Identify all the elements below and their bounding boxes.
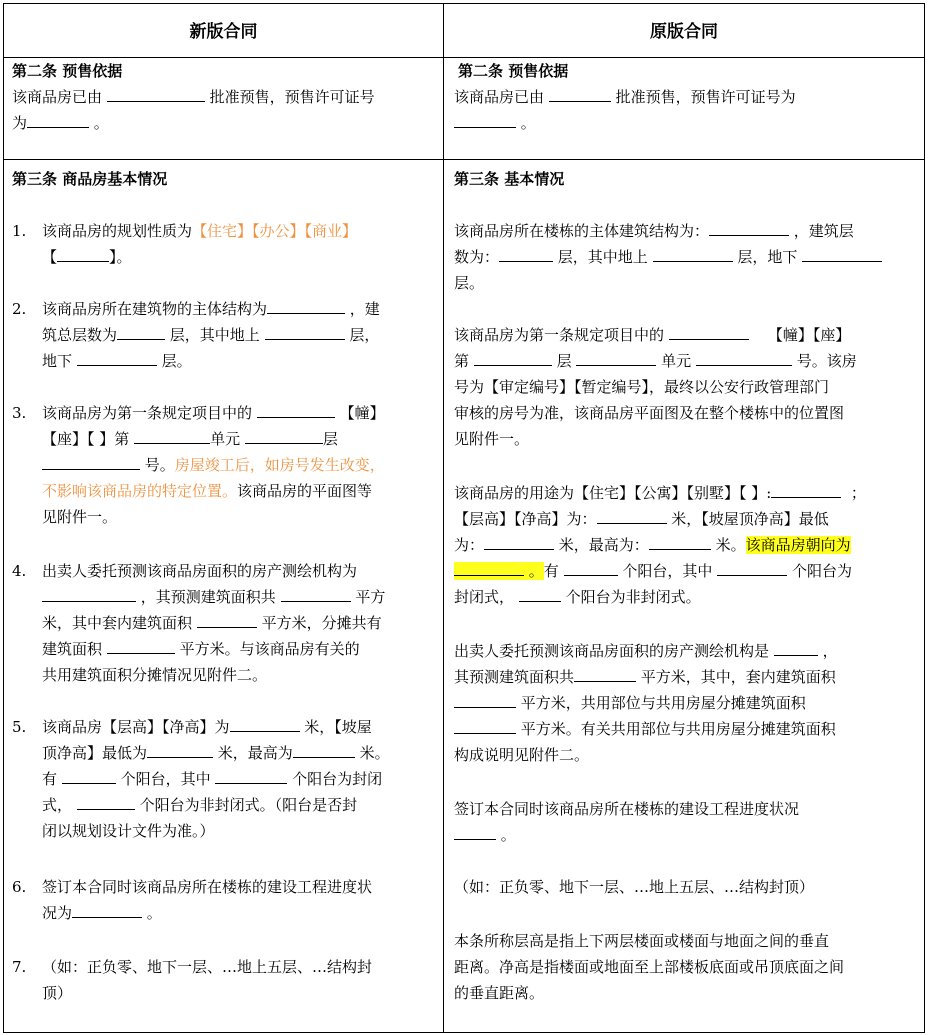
- text: 个阳台，其中: [622, 562, 713, 580]
- option-commercial: 【商业】: [304, 222, 358, 240]
- blank: [709, 218, 789, 236]
- text: 地下: [42, 352, 73, 370]
- line: [42, 558, 436, 584]
- blank: [771, 480, 841, 498]
- blank: [230, 714, 300, 732]
- line: [454, 584, 918, 610]
- item-number: 5.: [12, 718, 27, 736]
- text: 。: [528, 562, 544, 580]
- blank: [717, 558, 787, 576]
- text: 封闭式，: [454, 588, 515, 606]
- text: 米，最高为: [217, 744, 293, 762]
- text: 顶）: [42, 984, 73, 1002]
- line: [42, 792, 436, 818]
- text: 见附件一。: [454, 430, 530, 448]
- text: 平方米，其中，套内建筑面积: [640, 668, 836, 686]
- text: 个阳台为封闭: [292, 770, 383, 788]
- blank: [215, 766, 287, 784]
- text: 为: [12, 114, 28, 132]
- line: [454, 532, 918, 558]
- blank: [281, 584, 351, 602]
- text: 该商品房已由: [454, 88, 545, 106]
- text: 审核的房号为准，该商品房平面图及在整个楼栋中的位置图: [454, 404, 845, 422]
- text: 该商品房为第一条规定项目中的: [42, 404, 253, 422]
- text: 批准预售，预售许可证号: [209, 88, 375, 106]
- text: 该商品房的用途为【住宅】【公寓】【别墅】【 】:: [454, 484, 772, 502]
- text: 构成说明见附件二。: [454, 746, 590, 764]
- text: 层: [556, 352, 572, 370]
- blank: [454, 690, 516, 708]
- blank: [564, 558, 618, 576]
- text: 【: [42, 248, 58, 266]
- orange-note: 房屋竣工后，如房号发生改变，: [174, 456, 385, 474]
- new-contract-column: [12, 58, 436, 1030]
- title-text: 第三条 商品房基本情况: [12, 170, 168, 188]
- text: 为：: [454, 536, 485, 554]
- blank: [649, 532, 711, 550]
- header-new-contract: 新版合同: [189, 21, 258, 42]
- text: 号为【审定编号】【暂定编号】，最终以公安行政管理部门: [454, 378, 830, 396]
- text: ，建: [349, 300, 380, 318]
- line: [454, 84, 918, 110]
- line: [454, 690, 918, 716]
- line: [42, 504, 436, 530]
- blank: [107, 84, 205, 102]
- blank: [499, 244, 553, 262]
- line: [42, 296, 436, 322]
- line: [42, 714, 436, 740]
- text: 筑总层数为: [42, 326, 118, 344]
- line: [454, 558, 918, 584]
- line: [454, 796, 918, 822]
- blank: [257, 400, 335, 418]
- highlight-blank: [454, 562, 544, 580]
- blank: [454, 110, 516, 128]
- blank: [549, 84, 611, 102]
- text: 层，其中地上: [557, 248, 648, 266]
- item-number: 7.: [12, 958, 27, 976]
- blank: [27, 110, 89, 128]
- text: 出卖人委托预测该商品房面积的房产测绘机构为: [42, 562, 358, 580]
- blank: [72, 900, 142, 918]
- line: [42, 874, 436, 900]
- text: 米，最高为：: [558, 536, 649, 554]
- column-divider: [443, 3, 444, 1033]
- blank: [474, 348, 552, 366]
- orange-note: 不影响该商品房的特定位置。: [42, 482, 238, 500]
- text: 层。: [454, 274, 485, 292]
- blank: [519, 584, 561, 602]
- text: 米，其中套内建筑面积: [42, 614, 193, 632]
- text: 该商品房的规划性质为: [42, 222, 193, 240]
- line: [454, 110, 918, 136]
- old-para-definition: [454, 928, 918, 1006]
- new-item-3: [12, 400, 436, 530]
- blank: [669, 322, 749, 340]
- blank: [293, 740, 355, 758]
- text: 第: [454, 352, 470, 370]
- blank: [576, 348, 656, 366]
- line: [42, 348, 436, 374]
- line: [42, 400, 436, 426]
- table-border-bottom: [3, 1032, 925, 1033]
- text: ，: [822, 642, 838, 660]
- text: 平方米，共用部位与共用房屋分摊建筑面积: [520, 694, 806, 712]
- new-item-5: [12, 714, 436, 844]
- blank: [42, 452, 140, 470]
- text: 个阳台，其中: [120, 770, 211, 788]
- text: 有: [42, 770, 58, 788]
- line: [42, 610, 436, 636]
- line: [454, 218, 918, 244]
- line: [454, 244, 918, 270]
- blank: [62, 766, 116, 784]
- text: 个阳台为非封闭式。（阳台是否封: [139, 796, 358, 814]
- text: 顶净高】最低为: [42, 744, 148, 762]
- text: 平方: [355, 588, 386, 606]
- text: 【幢】【座】: [767, 326, 851, 344]
- new-article-2-line-1: [12, 84, 436, 110]
- new-item-1: [12, 218, 436, 270]
- text: 号。: [144, 456, 175, 474]
- blank: [454, 716, 516, 734]
- blank: [802, 244, 882, 262]
- table-border-right: [924, 3, 925, 1033]
- blank: [454, 822, 496, 840]
- blank: [484, 532, 554, 550]
- text: ；: [850, 484, 866, 502]
- text: 米。: [359, 744, 390, 762]
- text: 米，【坡屋顶净高】最低: [671, 510, 829, 528]
- blank: [147, 740, 213, 758]
- line: [42, 740, 436, 766]
- blank: [134, 426, 210, 444]
- text: 米，【坡屋: [304, 718, 372, 736]
- new-article-3-title: [12, 166, 167, 192]
- text: 该商品房为第一条规定项目中的: [454, 326, 665, 344]
- line: [454, 374, 918, 400]
- blank: [77, 792, 135, 810]
- text: 共用建筑面积分摊情况见附件二。: [42, 666, 268, 684]
- text: 。: [146, 904, 162, 922]
- line: [42, 452, 436, 478]
- item-number: 6.: [12, 878, 27, 896]
- text: 【座】【: [42, 430, 95, 448]
- text: 。: [520, 114, 536, 132]
- line: [42, 766, 436, 792]
- text: 本条所称层高是指上下两层楼面或楼面与地面之间的垂直: [454, 932, 830, 950]
- old-contract-column: [454, 58, 918, 1030]
- text: 平方米。与该商品房有关的: [179, 640, 360, 658]
- text: 个阳台为: [791, 562, 852, 580]
- option-office: 【办公】: [252, 222, 305, 240]
- text: 号。该房: [796, 352, 857, 370]
- text: 】。: [109, 248, 132, 266]
- new-article-2: [12, 58, 436, 136]
- line: [454, 400, 918, 426]
- line: [454, 322, 918, 348]
- blank: [696, 348, 792, 366]
- text: 【层高】【净高】为：: [454, 510, 597, 528]
- blank: [57, 244, 109, 262]
- old-para-structure: [454, 218, 918, 296]
- blank: [653, 244, 733, 262]
- text: 层，地下: [737, 248, 798, 266]
- text: 距离。净高是指楼面或地面至上部楼板底面或吊顶底面之间: [454, 958, 845, 976]
- line: [454, 480, 918, 506]
- text: 该商品房所在楼栋的主体建筑结构为：: [454, 222, 710, 240]
- text: 的垂直距离。: [454, 984, 545, 1002]
- text: 有: [543, 562, 559, 580]
- text: （如：正负零、地下一层、…地上五层、…结构封: [42, 958, 373, 976]
- text: 平方米，分摊共有: [261, 614, 382, 632]
- text: 况为: [42, 904, 73, 922]
- new-article-2-line-2: [12, 110, 436, 136]
- blank: [245, 426, 323, 444]
- line: [454, 822, 918, 848]
- text: 单元: [210, 430, 241, 448]
- item-number: 1.: [12, 222, 27, 240]
- item-number: 3.: [12, 404, 27, 422]
- blank: [597, 506, 667, 524]
- line: [42, 662, 436, 688]
- table-border-left: [3, 3, 4, 1033]
- old-para-progress: [454, 796, 918, 848]
- text: 该商品房【层高】【净高】为: [42, 718, 230, 736]
- text: 批准预售，预售许可证号为: [615, 88, 796, 106]
- new-article-2-title: 第二条 预售依据: [12, 62, 123, 80]
- text: ，其预测建筑面积共: [140, 588, 276, 606]
- text: 。: [500, 826, 516, 844]
- blank: [77, 348, 157, 366]
- blank: [107, 636, 175, 654]
- text: 数为：: [454, 248, 500, 266]
- text: （如：正负零、地下一层、…地上五层、…结构封顶）: [454, 878, 815, 896]
- line: [454, 742, 918, 768]
- text: 闭以规划设计文件为准。）: [42, 822, 215, 840]
- blank: [42, 584, 136, 602]
- header-old-contract: 原版合同: [650, 21, 718, 42]
- text: 个阳台为非封闭式。: [565, 588, 701, 606]
- line: [42, 980, 436, 1006]
- line: [42, 818, 436, 844]
- blank: [117, 322, 165, 340]
- text: 】第: [99, 430, 130, 448]
- line: [42, 218, 436, 244]
- text: 签订本合同时该商品房所在楼栋的建设工程进度状: [42, 878, 373, 896]
- text: 其预测建筑面积共: [454, 668, 575, 686]
- option-residential: 【住宅】: [192, 222, 253, 240]
- old-para-usage: [454, 480, 918, 610]
- text: 单元: [661, 352, 692, 370]
- blank: [454, 558, 524, 576]
- line: [42, 478, 436, 504]
- line: [454, 716, 918, 742]
- text: 该商品房已由: [12, 88, 103, 106]
- line: [454, 426, 918, 452]
- text: 平方米。有关共用部位与共用房屋分摊建筑面积: [520, 720, 836, 738]
- old-para-room-number: [454, 322, 918, 452]
- blank: [265, 322, 345, 340]
- item-number: 2.: [12, 300, 27, 318]
- line: [42, 426, 436, 452]
- line: [42, 584, 436, 610]
- blank: [774, 638, 818, 656]
- line: [454, 348, 918, 374]
- text: 式，: [42, 796, 73, 814]
- line: [454, 506, 918, 532]
- blank: [267, 296, 345, 314]
- new-item-4: [12, 558, 436, 688]
- text: 层。: [161, 352, 192, 370]
- text: 出卖人委托预测该商品房面积的房产测绘机构是: [454, 642, 770, 660]
- text: 层，: [349, 326, 380, 344]
- text: 见附件一。: [42, 508, 118, 526]
- title-text: 第三条 基本情况: [454, 170, 565, 188]
- text: 该商品房的平面图等: [237, 482, 373, 500]
- text: 该商品房所在建筑物的主体结构为: [42, 300, 268, 318]
- text: 米。: [715, 536, 746, 554]
- old-article-2: [454, 58, 918, 136]
- line: [42, 900, 436, 926]
- new-item-6: [12, 874, 436, 926]
- text: 【幢】: [339, 404, 385, 422]
- text: 层，其中地上: [169, 326, 260, 344]
- line: [454, 664, 918, 690]
- blank: [574, 664, 636, 682]
- highlight-orientation: 该商品房朝向为: [745, 536, 851, 554]
- line: [454, 270, 918, 296]
- new-item-2: [12, 296, 436, 374]
- old-article-2-title: 第二条 预售依据: [458, 62, 569, 80]
- old-article-3-title: [454, 166, 564, 192]
- line: [42, 954, 436, 980]
- line: [454, 638, 918, 664]
- blank: [197, 610, 257, 628]
- text: 。: [93, 114, 109, 132]
- old-para-example: [454, 874, 918, 900]
- text: 签订本合同时该商品房所在楼栋的建设工程进度状况: [454, 800, 800, 818]
- text: 建筑面积: [42, 640, 103, 658]
- text: 层: [322, 430, 338, 448]
- item-number: 4.: [12, 562, 27, 580]
- old-para-area: [454, 638, 918, 768]
- line: [42, 636, 436, 662]
- line: [42, 322, 436, 348]
- new-item-7: [12, 954, 436, 1006]
- text: ，建筑层: [793, 222, 854, 240]
- line: [42, 244, 436, 270]
